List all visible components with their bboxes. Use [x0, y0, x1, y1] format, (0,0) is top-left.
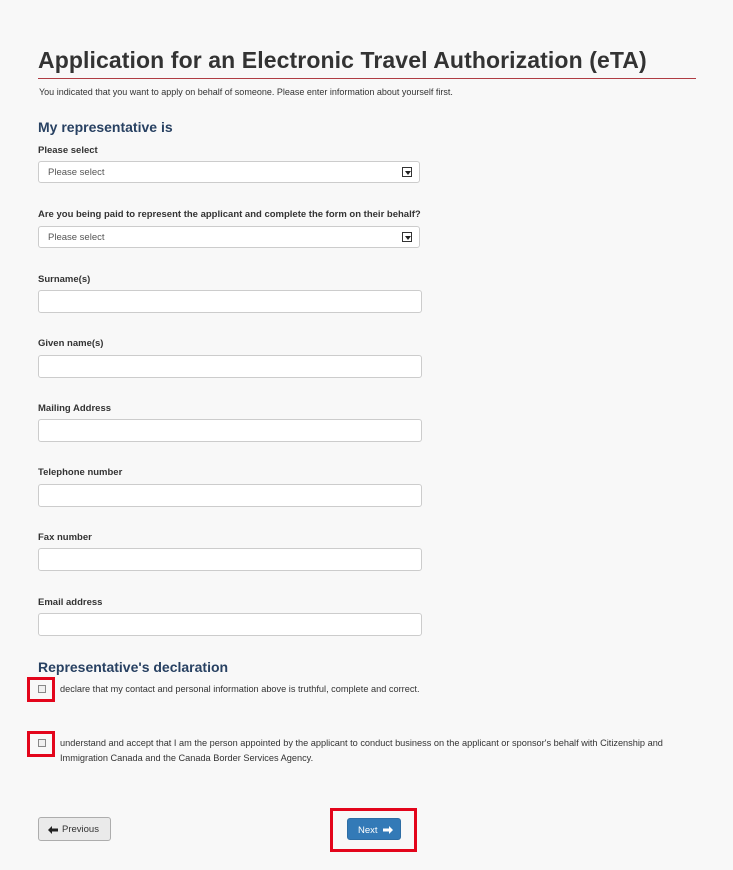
given-names-input[interactable]: [38, 355, 422, 378]
previous-button-label: Previous: [62, 824, 99, 835]
telephone-label: Telephone number: [38, 467, 123, 478]
declaration-1-text: declare that my contact and personal information above is truthful, complete and correct.: [60, 684, 420, 694]
declaration-2-text: [60, 736, 672, 766]
given-names-label: Given name(s): [38, 338, 104, 349]
fax-label: Fax number: [38, 532, 92, 543]
paid-value: Please select: [48, 232, 105, 243]
declaration-1-checkbox[interactable]: [38, 685, 46, 693]
email-label: Email address: [38, 597, 103, 608]
page-title: Application for an Electronic Travel Authorization (eTA): [38, 47, 647, 73]
next-button[interactable]: [347, 818, 401, 840]
chevron-down-icon: [402, 167, 412, 177]
representative-type-label: Please select: [38, 145, 98, 156]
paid-select[interactable]: [38, 226, 420, 248]
next-button-label: Next: [358, 825, 378, 836]
surname-label: Surname(s): [38, 274, 91, 285]
declaration-heading: Representative's declaration: [38, 659, 229, 675]
arrow-left-icon: [48, 826, 58, 834]
fax-input[interactable]: [38, 548, 422, 571]
title-divider: [38, 78, 696, 79]
previous-button[interactable]: [38, 817, 111, 841]
representative-heading: My representative is: [38, 119, 173, 135]
telephone-input[interactable]: [38, 484, 422, 507]
surname-input[interactable]: [38, 290, 422, 313]
intro-text: You indicated that you want to apply on behalf of someone. Please enter information about yourself first.: [39, 87, 453, 97]
paid-label: Are you being paid to represent the applicant and complete the form on their behalf?: [38, 209, 421, 220]
declaration-2-label: understand and accept that I am the person appointed by the applicant to conduct business on the applicant or sponsor's behalf with Citizenship and Immigration Canada and the Canada Border Services Agency.: [60, 738, 663, 763]
representative-type-value: Please select: [48, 167, 105, 178]
mailing-address-label: Mailing Address: [38, 403, 112, 414]
email-input[interactable]: [38, 613, 422, 636]
arrow-right-icon: [383, 826, 393, 834]
chevron-down-icon: [402, 232, 412, 242]
representative-type-select[interactable]: [38, 161, 420, 183]
mailing-address-input[interactable]: [38, 419, 422, 442]
declaration-2-checkbox[interactable]: [38, 739, 46, 747]
